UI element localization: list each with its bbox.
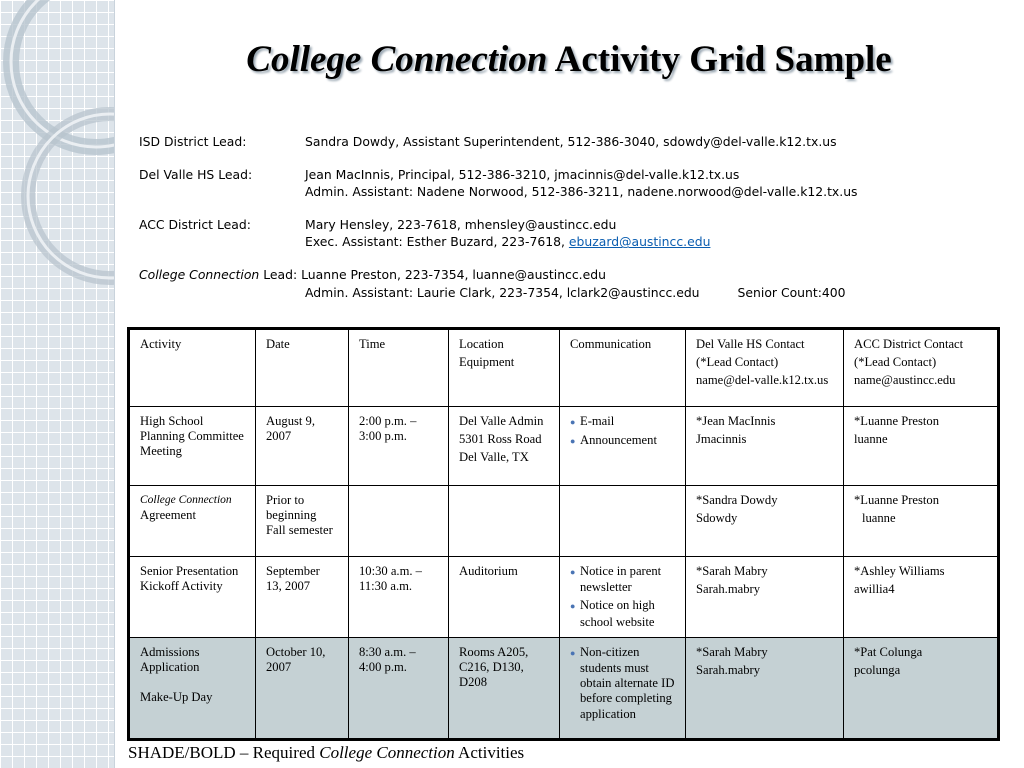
date-cell: September 13, 2007 <box>256 557 349 638</box>
dv-contact-cell: *Sarah Mabry Sarah.mabry <box>686 637 844 739</box>
date-cell: Prior to beginning Fall semester <box>256 486 349 557</box>
communication-cell <box>560 486 686 557</box>
header-date: Date <box>256 329 349 407</box>
header-dv-contact: Del Valle HS Contact (*Lead Contact) name@del-valle.k12.tx.us <box>686 329 844 407</box>
activity-cell: Admissions Application Make-Up Day <box>129 637 256 739</box>
acc-assistant-row: Exec. Assistant: Esther Buzard, 223-7618, ebuzard@austincc.edu <box>305 234 711 250</box>
bullet-icon: ● <box>570 647 576 658</box>
table-row <box>129 486 999 557</box>
acc-contact-cell: *Luanne Preston luanne <box>844 486 999 557</box>
header-time: Time <box>349 329 449 407</box>
bullet-icon: ● <box>570 417 576 427</box>
communication-cell: ● Non-citizen students must obtain alternate ID before completing application <box>560 637 686 739</box>
location-cell <box>449 486 560 557</box>
table-row-shaded <box>129 637 999 739</box>
contacts-block <box>139 133 858 301</box>
acc-contact-cell: *Luanne Preston luanne <box>844 407 999 486</box>
header-activity: Activity <box>129 329 256 407</box>
time-cell <box>349 486 449 557</box>
header-communication: Communication <box>560 329 686 407</box>
date-cell: August 9, 2007 <box>256 407 349 486</box>
table-row <box>129 557 999 638</box>
table-header-row <box>129 329 999 407</box>
senior-count: Senior Count:400 <box>737 284 846 300</box>
location-cell: Auditorium <box>449 557 560 638</box>
dv-assistant-row: Admin. Assistant: Nadene Norwood, 512-386-3211, nadene.norwood@del-valle.k12.tx.us <box>305 184 858 200</box>
location-cell: Rooms A205, C216, D130, D208 <box>449 637 560 739</box>
dv-contact-cell: *Jean MacInnis Jmacinnis <box>686 407 844 486</box>
dv-contact-cell: *Sarah Mabry Sarah.mabry <box>686 557 844 638</box>
time-cell: 8:30 a.m. – 4:00 p.m. <box>349 637 449 739</box>
header-location: Location Equipment <box>449 329 560 407</box>
ebuzard-email-link[interactable]: ebuzard@austincc.edu <box>568 234 711 250</box>
communication-cell: ● Notice in parent newsletter ● Notice on high school website <box>560 557 686 638</box>
bullet-icon: ● <box>570 567 576 577</box>
table-row <box>129 407 999 486</box>
time-cell: 2:00 p.m. – 3:00 p.m. <box>349 407 449 486</box>
activity-grid-table <box>127 327 1000 741</box>
dv-contact-cell: *Sandra Dowdy Sdowdy <box>686 486 844 557</box>
acc-contact-cell: *Ashley Williams awillia4 <box>844 557 999 638</box>
communication-cell: ● E-mail ● Announcement <box>560 407 686 486</box>
activity-cell: High School Planning Committee Meeting <box>129 407 256 486</box>
header-acc-contact: ACC District Contact (*Lead Contact) name@austincc.edu <box>844 329 999 407</box>
time-cell: 10:30 a.m. – 11:30 a.m. <box>349 557 449 638</box>
bullet-icon: ● <box>570 601 576 612</box>
cc-lead-row: College Connection Lead: Luanne Preston, 223-7354, luanne@austincc.edu <box>139 266 606 282</box>
cc-assistant-row: Admin. Assistant: Laurie Clark, 223-7354, lclark2@austincc.edu Senior Count:400 <box>305 284 846 300</box>
decorative-sidebar <box>0 0 115 768</box>
slide-title: College Connection Activity Grid Sample <box>246 39 892 80</box>
acc-contact-cell: *Pat Colunga pcolunga <box>844 637 999 739</box>
activity-cell: College Connection Agreement <box>129 486 256 557</box>
activity-cell: Senior Presentation Kickoff Activity <box>129 557 256 638</box>
isd-lead-row: ISD District Lead: Sandra Dowdy, Assistant Superintendent, 512-386-3040, sdowdy@del-valle.k12.tx.us <box>139 134 837 149</box>
bullet-icon: ● <box>570 436 576 447</box>
dv-lead-row: Del Valle HS Lead: Jean MacInnis, Principal, 512-386-3210, jmacinnis@del-valle.k12.tx.us <box>139 166 740 182</box>
location-cell: Del Valle Admin 5301 Ross Road Del Valle, TX <box>449 407 560 486</box>
date-cell: October 10, 2007 <box>256 637 349 739</box>
footer-note: SHADE/BOLD – Required College Connection Activities <box>128 743 525 762</box>
acc-lead-row: ACC District Lead: Mary Hensley, 223-7618, mhensley@austincc.edu <box>139 216 617 232</box>
